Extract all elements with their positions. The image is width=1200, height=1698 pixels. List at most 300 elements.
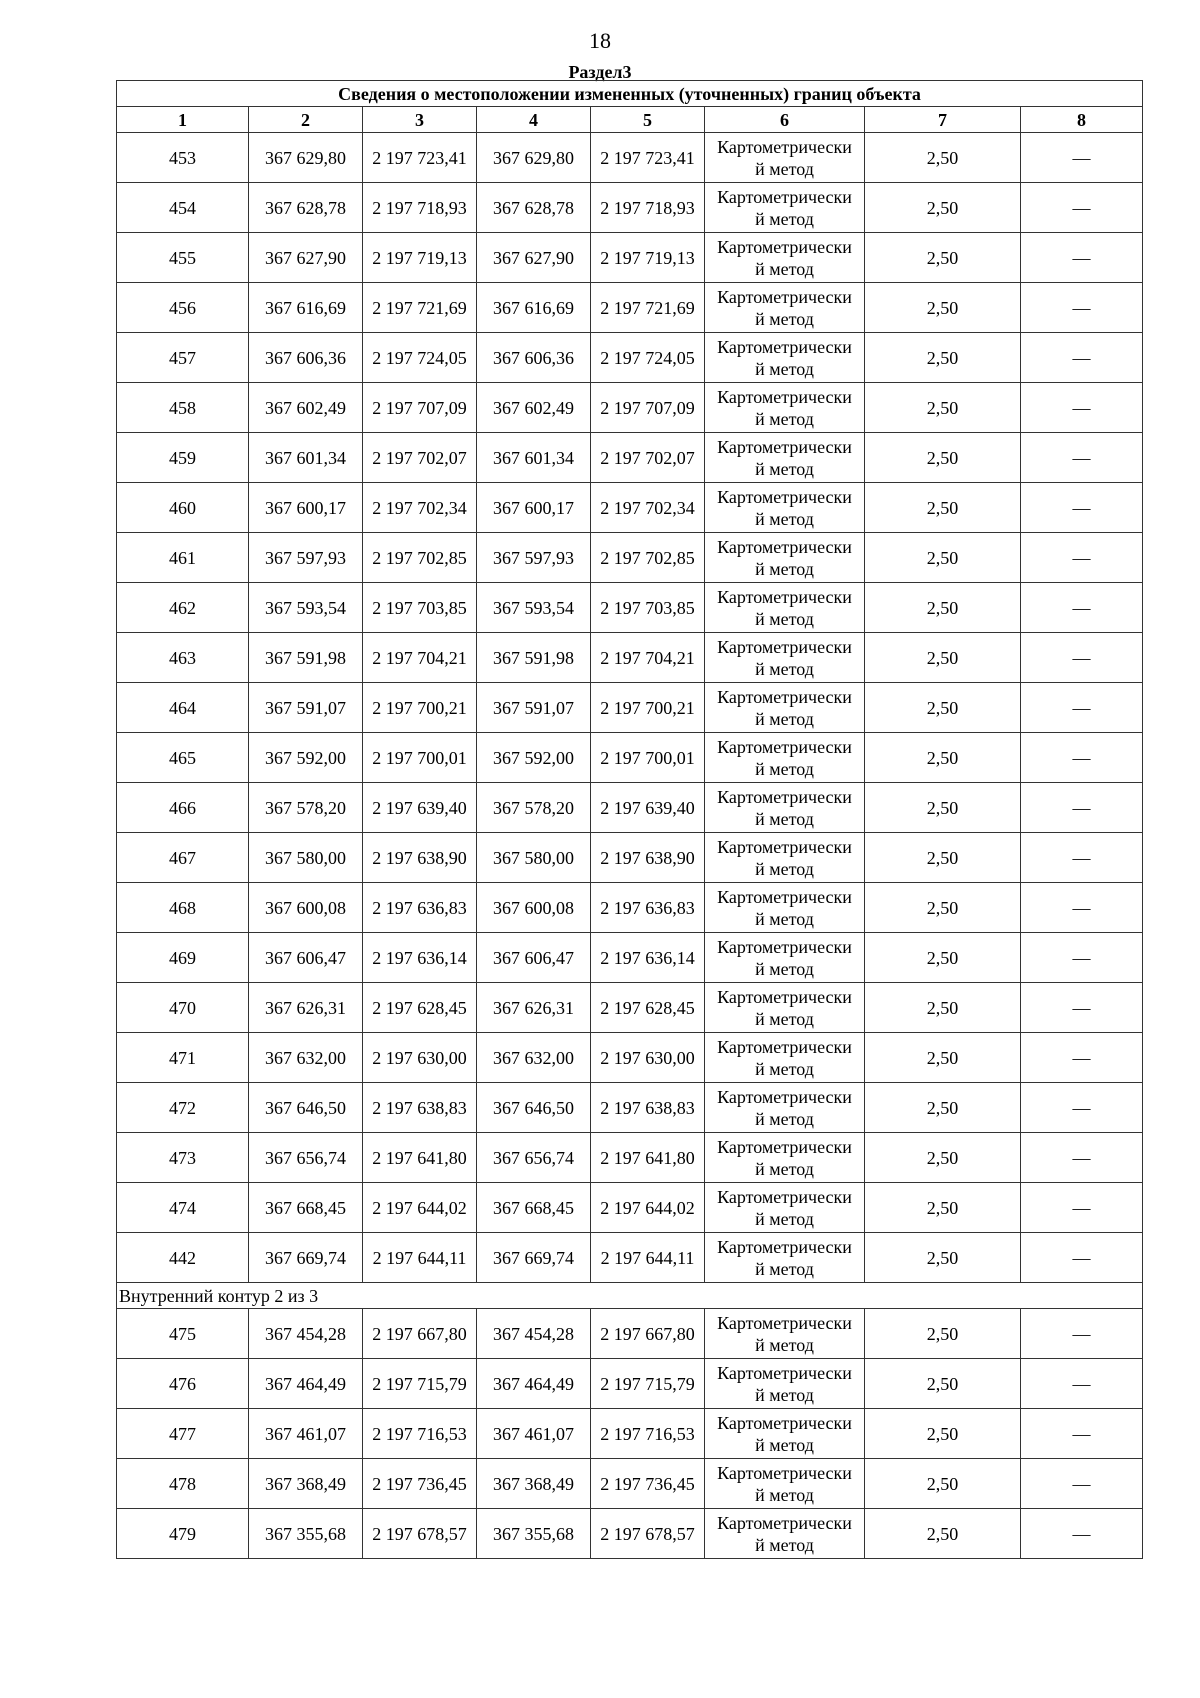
point-number-cell: 456 <box>117 283 249 333</box>
accuracy-cell: 2,50 <box>865 733 1021 783</box>
method-cell <box>705 1133 865 1183</box>
point-number-cell: 465 <box>117 733 249 783</box>
accuracy-cell: 2,50 <box>865 1459 1021 1509</box>
y-coordinate-cell: 2 197 736,45 <box>363 1459 477 1509</box>
accuracy-cell: 2,50 <box>865 883 1021 933</box>
dash-cell: — <box>1021 833 1143 883</box>
y-coordinate-cell: 2 197 723,41 <box>591 133 705 183</box>
x-coordinate-cell: 367 464,49 <box>477 1359 591 1409</box>
y-coordinate-cell: 2 197 628,45 <box>591 983 705 1033</box>
y-coordinate-cell: 2 197 702,85 <box>591 533 705 583</box>
x-coordinate-cell: 367 600,08 <box>249 883 363 933</box>
method-text: й метод <box>755 808 814 829</box>
method-text: й метод <box>755 758 814 779</box>
method-text: Картометрически <box>717 1086 852 1107</box>
table-row <box>117 1359 1143 1409</box>
x-coordinate-cell: 367 593,54 <box>477 583 591 633</box>
column-header: 1 <box>117 107 249 133</box>
y-coordinate-cell: 2 197 630,00 <box>591 1033 705 1083</box>
x-coordinate-cell: 367 627,90 <box>249 233 363 283</box>
y-coordinate-cell: 2 197 678,57 <box>591 1509 705 1559</box>
x-coordinate-cell: 367 600,17 <box>477 483 591 533</box>
x-coordinate-cell: 367 578,20 <box>249 783 363 833</box>
dash-cell: — <box>1021 1509 1143 1559</box>
dash-cell: — <box>1021 1083 1143 1133</box>
x-coordinate-cell: 367 606,36 <box>477 333 591 383</box>
point-number-cell: 469 <box>117 933 249 983</box>
method-cell <box>705 483 865 533</box>
method-cell <box>705 1033 865 1083</box>
method-text: Картометрически <box>717 686 852 707</box>
x-coordinate-cell: 367 616,69 <box>249 283 363 333</box>
y-coordinate-cell: 2 197 636,83 <box>591 883 705 933</box>
contour-row <box>117 1283 1143 1309</box>
point-number-cell: 475 <box>117 1309 249 1359</box>
x-coordinate-cell: 367 656,74 <box>477 1133 591 1183</box>
method-cell <box>705 1183 865 1233</box>
accuracy-cell: 2,50 <box>865 233 1021 283</box>
accuracy-cell: 2,50 <box>865 183 1021 233</box>
point-number-cell: 476 <box>117 1359 249 1409</box>
y-coordinate-cell: 2 197 667,80 <box>591 1309 705 1359</box>
x-coordinate-cell: 367 368,49 <box>249 1459 363 1509</box>
table-row <box>117 583 1143 633</box>
accuracy-cell: 2,50 <box>865 333 1021 383</box>
method-text: Картометрически <box>717 1236 852 1257</box>
table-row <box>117 233 1143 283</box>
x-coordinate-cell: 367 580,00 <box>249 833 363 883</box>
y-coordinate-cell: 2 197 641,80 <box>591 1133 705 1183</box>
x-coordinate-cell: 367 602,49 <box>477 383 591 433</box>
y-coordinate-cell: 2 197 715,79 <box>591 1359 705 1409</box>
y-coordinate-cell: 2 197 638,90 <box>591 833 705 883</box>
method-text: Картометрически <box>717 986 852 1007</box>
method-cell <box>705 883 865 933</box>
dash-cell: — <box>1021 183 1143 233</box>
table-row <box>117 183 1143 233</box>
x-coordinate-cell: 367 668,45 <box>249 1183 363 1233</box>
accuracy-cell: 2,50 <box>865 533 1021 583</box>
accuracy-cell: 2,50 <box>865 633 1021 683</box>
y-coordinate-cell: 2 197 719,13 <box>363 233 477 283</box>
x-coordinate-cell: 367 597,93 <box>477 533 591 583</box>
method-cell <box>705 1509 865 1559</box>
x-coordinate-cell: 367 606,36 <box>249 333 363 383</box>
dash-cell: — <box>1021 133 1143 183</box>
accuracy-cell: 2,50 <box>865 1309 1021 1359</box>
x-coordinate-cell: 367 593,54 <box>249 583 363 633</box>
table-row <box>117 1233 1143 1283</box>
method-text: Картометрически <box>717 886 852 907</box>
method-text: Картометрически <box>717 186 852 207</box>
y-coordinate-cell: 2 197 719,13 <box>591 233 705 283</box>
x-coordinate-cell: 367 627,90 <box>477 233 591 283</box>
x-coordinate-cell: 367 602,49 <box>249 383 363 433</box>
y-coordinate-cell: 2 197 700,01 <box>363 733 477 783</box>
point-number-cell: 460 <box>117 483 249 533</box>
y-coordinate-cell: 2 197 639,40 <box>591 783 705 833</box>
table-caption: Сведения о местоположении измененных (уточненных) границ объекта <box>117 81 1143 107</box>
accuracy-cell: 2,50 <box>865 433 1021 483</box>
dash-cell: — <box>1021 783 1143 833</box>
y-coordinate-cell: 2 197 644,11 <box>591 1233 705 1283</box>
method-text: й метод <box>755 508 814 529</box>
dash-cell: — <box>1021 933 1143 983</box>
table-row <box>117 633 1143 683</box>
method-text: й метод <box>755 1534 814 1555</box>
x-coordinate-cell: 367 646,50 <box>477 1083 591 1133</box>
y-coordinate-cell: 2 197 702,34 <box>363 483 477 533</box>
method-text: й метод <box>755 1158 814 1179</box>
method-cell <box>705 133 865 183</box>
method-cell <box>705 233 865 283</box>
method-cell <box>705 783 865 833</box>
table-body <box>117 133 1143 1559</box>
method-text: Картометрически <box>717 786 852 807</box>
method-cell <box>705 283 865 333</box>
point-number-cell: 466 <box>117 783 249 833</box>
dash-cell: — <box>1021 1133 1143 1183</box>
x-coordinate-cell: 367 454,28 <box>477 1309 591 1359</box>
dash-cell: — <box>1021 283 1143 333</box>
table-row <box>117 483 1143 533</box>
x-coordinate-cell: 367 592,00 <box>249 733 363 783</box>
accuracy-cell: 2,50 <box>865 583 1021 633</box>
method-text: Картометрически <box>717 436 852 457</box>
method-cell <box>705 1309 865 1359</box>
point-number-cell: 458 <box>117 383 249 433</box>
x-coordinate-cell: 367 368,49 <box>477 1459 591 1509</box>
dash-cell: — <box>1021 483 1143 533</box>
method-text: Картометрически <box>717 836 852 857</box>
point-number-cell: 479 <box>117 1509 249 1559</box>
column-header: 5 <box>591 107 705 133</box>
point-number-cell: 463 <box>117 633 249 683</box>
dash-cell: — <box>1021 533 1143 583</box>
method-text: Картометрически <box>717 586 852 607</box>
x-coordinate-cell: 367 591,07 <box>477 683 591 733</box>
method-text: Картометрически <box>717 386 852 407</box>
table-row <box>117 983 1143 1033</box>
method-text: й метод <box>755 1108 814 1129</box>
y-coordinate-cell: 2 197 724,05 <box>591 333 705 383</box>
x-coordinate-cell: 367 578,20 <box>477 783 591 833</box>
x-coordinate-cell: 367 626,31 <box>249 983 363 1033</box>
table-row <box>117 283 1143 333</box>
accuracy-cell: 2,50 <box>865 1359 1021 1409</box>
y-coordinate-cell: 2 197 704,21 <box>591 633 705 683</box>
accuracy-cell: 2,50 <box>865 1083 1021 1133</box>
dash-cell: — <box>1021 583 1143 633</box>
method-text: й метод <box>755 1258 814 1279</box>
x-coordinate-cell: 367 669,74 <box>477 1233 591 1283</box>
dash-cell: — <box>1021 633 1143 683</box>
method-text: й метод <box>755 458 814 479</box>
dash-cell: — <box>1021 1409 1143 1459</box>
method-text: й метод <box>755 858 814 879</box>
x-coordinate-cell: 367 656,74 <box>249 1133 363 1183</box>
method-text: й метод <box>755 308 814 329</box>
table-row <box>117 1459 1143 1509</box>
table-row <box>117 533 1143 583</box>
method-cell <box>705 183 865 233</box>
accuracy-cell: 2,50 <box>865 983 1021 1033</box>
table-row <box>117 733 1143 783</box>
method-text: й метод <box>755 358 814 379</box>
point-number-cell: 442 <box>117 1233 249 1283</box>
y-coordinate-cell: 2 197 721,69 <box>591 283 705 333</box>
dash-cell: — <box>1021 733 1143 783</box>
method-text: Картометрически <box>717 236 852 257</box>
method-text: й метод <box>755 1208 814 1229</box>
point-number-cell: 472 <box>117 1083 249 1133</box>
method-text: Картометрически <box>717 1462 852 1483</box>
table-row <box>117 333 1143 383</box>
method-text: й метод <box>755 408 814 429</box>
method-cell <box>705 733 865 783</box>
y-coordinate-cell: 2 197 700,01 <box>591 733 705 783</box>
x-coordinate-cell: 367 629,80 <box>477 133 591 183</box>
method-cell <box>705 583 865 633</box>
method-text: Картометрически <box>717 1362 852 1383</box>
x-coordinate-cell: 367 461,07 <box>477 1409 591 1459</box>
accuracy-cell: 2,50 <box>865 483 1021 533</box>
y-coordinate-cell: 2 197 718,93 <box>363 183 477 233</box>
table-row <box>117 683 1143 733</box>
y-coordinate-cell: 2 197 707,09 <box>591 383 705 433</box>
method-text: Картометрически <box>717 636 852 657</box>
column-header: 4 <box>477 107 591 133</box>
x-coordinate-cell: 367 355,68 <box>477 1509 591 1559</box>
method-text: й метод <box>755 158 814 179</box>
method-cell <box>705 933 865 983</box>
accuracy-cell: 2,50 <box>865 1233 1021 1283</box>
method-text: Картометрически <box>717 286 852 307</box>
y-coordinate-cell: 2 197 702,85 <box>363 533 477 583</box>
accuracy-cell: 2,50 <box>865 833 1021 883</box>
table-header-row <box>117 107 1143 133</box>
method-text: й метод <box>755 908 814 929</box>
y-coordinate-cell: 2 197 715,79 <box>363 1359 477 1409</box>
y-coordinate-cell: 2 197 628,45 <box>363 983 477 1033</box>
y-coordinate-cell: 2 197 721,69 <box>363 283 477 333</box>
accuracy-cell: 2,50 <box>865 683 1021 733</box>
accuracy-cell: 2,50 <box>865 1183 1021 1233</box>
y-coordinate-cell: 2 197 638,83 <box>591 1083 705 1133</box>
method-text: й метод <box>755 608 814 629</box>
x-coordinate-cell: 367 591,98 <box>477 633 591 683</box>
column-header: 8 <box>1021 107 1143 133</box>
x-coordinate-cell: 367 601,34 <box>477 433 591 483</box>
table-caption-row <box>117 81 1143 107</box>
y-coordinate-cell: 2 197 636,83 <box>363 883 477 933</box>
table-row <box>117 1033 1143 1083</box>
method-text: Картометрически <box>717 336 852 357</box>
table-row <box>117 883 1143 933</box>
y-coordinate-cell: 2 197 700,21 <box>363 683 477 733</box>
y-coordinate-cell: 2 197 636,14 <box>363 933 477 983</box>
x-coordinate-cell: 367 629,80 <box>249 133 363 183</box>
column-header: 3 <box>363 107 477 133</box>
accuracy-cell: 2,50 <box>865 783 1021 833</box>
method-text: й метод <box>755 1058 814 1079</box>
point-number-cell: 471 <box>117 1033 249 1083</box>
dash-cell: — <box>1021 433 1143 483</box>
accuracy-cell: 2,50 <box>865 1133 1021 1183</box>
point-number-cell: 464 <box>117 683 249 733</box>
y-coordinate-cell: 2 197 636,14 <box>591 933 705 983</box>
method-text: й метод <box>755 708 814 729</box>
point-number-cell: 459 <box>117 433 249 483</box>
y-coordinate-cell: 2 197 703,85 <box>591 583 705 633</box>
x-coordinate-cell: 367 591,98 <box>249 633 363 683</box>
x-coordinate-cell: 367 632,00 <box>477 1033 591 1083</box>
table-row <box>117 1509 1143 1559</box>
y-coordinate-cell: 2 197 638,83 <box>363 1083 477 1133</box>
page-number: 18 <box>589 28 611 53</box>
point-number-cell: 473 <box>117 1133 249 1183</box>
dash-cell: — <box>1021 383 1143 433</box>
method-text: Картометрически <box>717 136 852 157</box>
method-cell <box>705 1233 865 1283</box>
coordinates-table <box>116 80 1143 1559</box>
point-number-cell: 468 <box>117 883 249 933</box>
x-coordinate-cell: 367 628,78 <box>477 183 591 233</box>
x-coordinate-cell: 367 600,17 <box>249 483 363 533</box>
x-coordinate-cell: 367 592,00 <box>477 733 591 783</box>
method-text: й метод <box>755 1008 814 1029</box>
method-text: Картометрически <box>717 1186 852 1207</box>
point-number-cell: 467 <box>117 833 249 883</box>
method-text: й метод <box>755 658 814 679</box>
accuracy-cell: 2,50 <box>865 1033 1021 1083</box>
y-coordinate-cell: 2 197 700,21 <box>591 683 705 733</box>
point-number-cell: 454 <box>117 183 249 233</box>
x-coordinate-cell: 367 355,68 <box>249 1509 363 1559</box>
x-coordinate-cell: 367 580,00 <box>477 833 591 883</box>
y-coordinate-cell: 2 197 630,00 <box>363 1033 477 1083</box>
point-number-cell: 453 <box>117 133 249 183</box>
method-text: Картометрически <box>717 936 852 957</box>
point-number-cell: 462 <box>117 583 249 633</box>
y-coordinate-cell: 2 197 723,41 <box>363 133 477 183</box>
x-coordinate-cell: 367 669,74 <box>249 1233 363 1283</box>
y-coordinate-cell: 2 197 644,02 <box>591 1183 705 1233</box>
accuracy-cell: 2,50 <box>865 1409 1021 1459</box>
table-row <box>117 833 1143 883</box>
point-number-cell: 478 <box>117 1459 249 1509</box>
dash-cell: — <box>1021 333 1143 383</box>
method-text: й метод <box>755 1334 814 1355</box>
x-coordinate-cell: 367 646,50 <box>249 1083 363 1133</box>
contour-label: Внутренний контур 2 из 3 <box>117 1283 1143 1309</box>
point-number-cell: 461 <box>117 533 249 583</box>
point-number-cell: 470 <box>117 983 249 1033</box>
method-cell <box>705 433 865 483</box>
dash-cell: — <box>1021 883 1143 933</box>
method-cell <box>705 633 865 683</box>
y-coordinate-cell: 2 197 644,02 <box>363 1183 477 1233</box>
dash-cell: — <box>1021 1459 1143 1509</box>
method-text: Картометрически <box>717 1136 852 1157</box>
y-coordinate-cell: 2 197 638,90 <box>363 833 477 883</box>
table-row <box>117 1183 1143 1233</box>
y-coordinate-cell: 2 197 707,09 <box>363 383 477 433</box>
x-coordinate-cell: 367 601,34 <box>249 433 363 483</box>
method-cell <box>705 533 865 583</box>
dash-cell: — <box>1021 1233 1143 1283</box>
dash-cell: — <box>1021 1033 1143 1083</box>
column-header: 7 <box>865 107 1021 133</box>
y-coordinate-cell: 2 197 716,53 <box>591 1409 705 1459</box>
point-number-cell: 477 <box>117 1409 249 1459</box>
method-cell <box>705 1359 865 1409</box>
method-text: Картометрически <box>717 486 852 507</box>
section-title: Раздел3 <box>568 62 632 82</box>
point-number-cell: 455 <box>117 233 249 283</box>
x-coordinate-cell: 367 616,69 <box>477 283 591 333</box>
x-coordinate-cell: 367 628,78 <box>249 183 363 233</box>
method-text: Картометрически <box>717 1312 852 1333</box>
method-cell <box>705 383 865 433</box>
y-coordinate-cell: 2 197 703,85 <box>363 583 477 633</box>
table-row <box>117 133 1143 183</box>
method-text: й метод <box>755 558 814 579</box>
x-coordinate-cell: 367 626,31 <box>477 983 591 1033</box>
table-row <box>117 433 1143 483</box>
y-coordinate-cell: 2 197 736,45 <box>591 1459 705 1509</box>
y-coordinate-cell: 2 197 716,53 <box>363 1409 477 1459</box>
method-text: Картометрически <box>717 1412 852 1433</box>
y-coordinate-cell: 2 197 667,80 <box>363 1309 477 1359</box>
y-coordinate-cell: 2 197 644,11 <box>363 1233 477 1283</box>
table-row <box>117 383 1143 433</box>
method-text: Картометрически <box>717 1036 852 1057</box>
x-coordinate-cell: 367 668,45 <box>477 1183 591 1233</box>
method-text: й метод <box>755 208 814 229</box>
method-text: й метод <box>755 1484 814 1505</box>
method-text: й метод <box>755 1384 814 1405</box>
y-coordinate-cell: 2 197 724,05 <box>363 333 477 383</box>
method-cell <box>705 1083 865 1133</box>
y-coordinate-cell: 2 197 702,07 <box>591 433 705 483</box>
method-text: й метод <box>755 1434 814 1455</box>
y-coordinate-cell: 2 197 678,57 <box>363 1509 477 1559</box>
x-coordinate-cell: 367 632,00 <box>249 1033 363 1083</box>
dash-cell: — <box>1021 983 1143 1033</box>
method-text: Картометрически <box>717 1512 852 1533</box>
y-coordinate-cell: 2 197 718,93 <box>591 183 705 233</box>
method-cell <box>705 1409 865 1459</box>
x-coordinate-cell: 367 606,47 <box>477 933 591 983</box>
y-coordinate-cell: 2 197 702,34 <box>591 483 705 533</box>
method-cell <box>705 683 865 733</box>
table-row <box>117 783 1143 833</box>
accuracy-cell: 2,50 <box>865 133 1021 183</box>
method-cell <box>705 1459 865 1509</box>
method-text: Картометрически <box>717 536 852 557</box>
y-coordinate-cell: 2 197 639,40 <box>363 783 477 833</box>
x-coordinate-cell: 367 606,47 <box>249 933 363 983</box>
dash-cell: — <box>1021 1359 1143 1409</box>
point-number-cell: 457 <box>117 333 249 383</box>
dash-cell: — <box>1021 683 1143 733</box>
method-text: Картометрически <box>717 736 852 757</box>
y-coordinate-cell: 2 197 702,07 <box>363 433 477 483</box>
x-coordinate-cell: 367 591,07 <box>249 683 363 733</box>
point-number-cell: 474 <box>117 1183 249 1233</box>
y-coordinate-cell: 2 197 704,21 <box>363 633 477 683</box>
